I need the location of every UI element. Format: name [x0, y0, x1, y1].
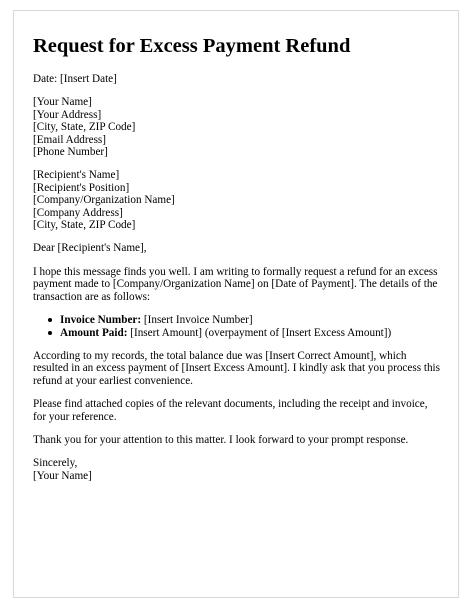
paragraph-line: refund at your earliest convenience. [33, 374, 193, 387]
attachments-paragraph [33, 398, 443, 423]
intro-paragraph [33, 266, 443, 303]
sender-block [33, 96, 443, 158]
transaction-details-list [33, 314, 443, 339]
signoff-block [33, 457, 443, 482]
letter-body [33, 30, 443, 493]
recipient-block [33, 169, 443, 231]
sender-phone: [Phone Number] [33, 146, 108, 159]
paragraph-line: Please find attached copies of the relevant documents, including the receipt and invoice, [33, 398, 428, 411]
salutation: Dear [Recipient's Name], [33, 242, 147, 255]
paragraph-line: resulted in an excess payment of [Insert Excess Amount]. I kindly ask that you process this [33, 362, 441, 375]
letter-title: Request for Excess Payment Refund [33, 35, 351, 57]
paragraph-line: I hope this message finds you well. I am writing to formally request a refund for an excess [33, 265, 438, 278]
recipient-city-state-zip: [City, State, ZIP Code] [33, 219, 136, 232]
detail-value: [Insert Amount] (overpayment of [Insert Excess Amount]) [127, 326, 392, 339]
sender-name: [Your Name] [33, 96, 92, 109]
list-item-invoice-number [33, 314, 443, 326]
recipient-name: [Recipient's Name] [33, 169, 120, 182]
sender-email: [Email Address] [33, 133, 107, 146]
recipient-company-address: [Company Address] [33, 206, 123, 219]
paragraph-line: transaction are as follows: [33, 290, 151, 303]
paragraph-line: According to my records, the total balance due was [Insert Correct Amount], which [33, 349, 407, 362]
recipient-position: [Recipient's Position] [33, 181, 130, 194]
paragraph-line: for your reference. [33, 410, 117, 423]
detail-label: Amount Paid: [60, 326, 128, 339]
paragraph-line: payment made to [Company/Organization Name] on [Date of Payment]. The details of the [33, 278, 438, 291]
paragraph-line: Thank you for your attention to this matter. I look forward to your prompt response. [33, 433, 409, 446]
detail-value: [Insert Invoice Number] [141, 314, 253, 327]
records-paragraph [33, 350, 443, 387]
thanks-paragraph [33, 434, 443, 446]
list-item-amount-paid [33, 327, 443, 339]
sender-address: [Your Address] [33, 108, 102, 121]
recipient-company: [Company/Organization Name] [33, 194, 175, 207]
sender-city-state-zip: [City, State, ZIP Code] [33, 121, 136, 134]
signature-name: [Your Name] [33, 469, 92, 482]
detail-label: Invoice Number: [60, 314, 142, 327]
date-line: Date: [Insert Date] [33, 73, 117, 85]
closing: Sincerely, [33, 457, 78, 470]
